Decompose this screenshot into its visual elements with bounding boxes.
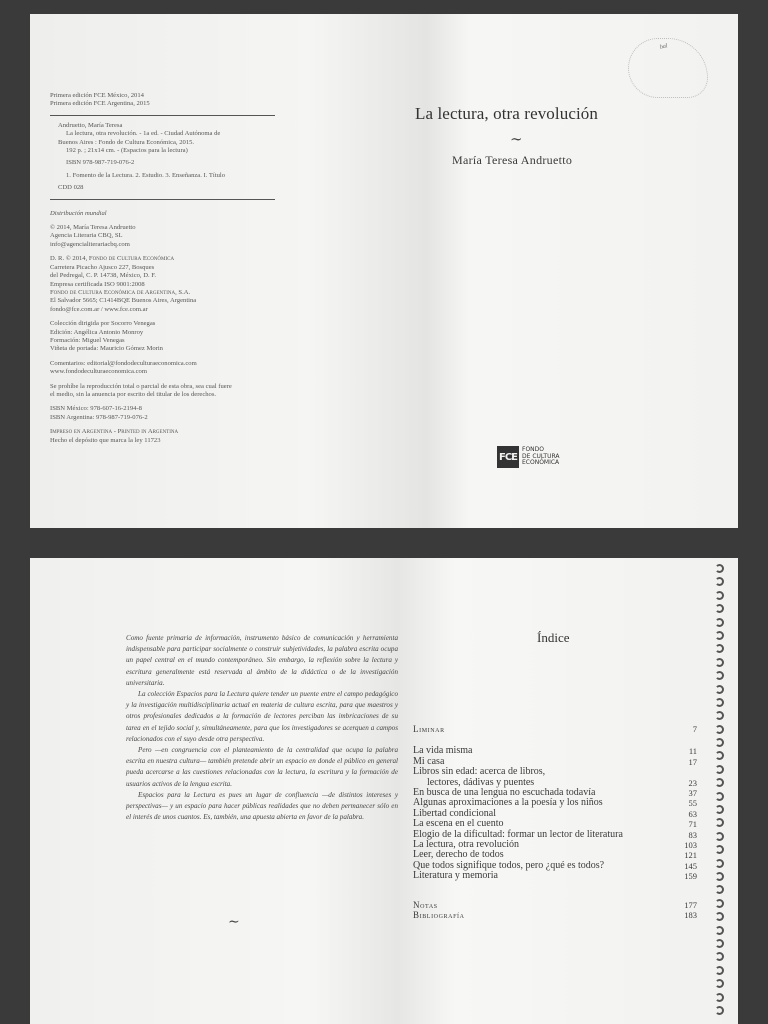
toc-page: 37 — [688, 788, 697, 799]
spiral-ring-icon — [715, 912, 724, 921]
spiral-ring-icon — [715, 631, 724, 640]
publisher-line: Carretera Picacho Ajusco 227, Bosques — [50, 263, 155, 271]
toc-row — [413, 871, 697, 881]
collection-paragraph: Pero —en congruencia con el planteamiento de la centralidad que ocupa la palabra escrita en nuestra cultura— también pretende abrir un espacio en donde el público en general pueda acercarse a las cuestiones relacionadas con la lectura, la escritura y la formación de usuarios activos de la lengua escrita. — [126, 746, 398, 788]
spiral-ring-icon — [715, 711, 724, 720]
spiral-ring-icon — [715, 1006, 724, 1015]
toc-page: 145 — [684, 860, 697, 871]
swash-ornament: ∼ — [510, 132, 523, 148]
spiral-ring-icon — [715, 778, 724, 787]
toc-row — [413, 910, 697, 920]
toc-page: 11 — [688, 746, 697, 757]
toc-page: 23 — [688, 777, 697, 788]
spiral-ring-icon — [715, 952, 724, 961]
spiral-ring-icon — [715, 872, 724, 881]
toc-label: Literatura y memoria — [413, 870, 498, 882]
toc-page: 7 — [692, 724, 697, 734]
stamp-text: bal — [659, 43, 669, 51]
logo-line: DE CULTURA — [522, 452, 560, 460]
credit-line: Viñeta de portada: Mauricio Gómez Morin — [50, 345, 163, 353]
spiral-ring-icon — [715, 885, 724, 894]
credit-line: Colección dirigida por Socorro Venegas — [50, 320, 156, 328]
spiral-ring-icon — [715, 765, 724, 774]
toc-label: Bibliografía — [413, 910, 465, 921]
index-title: Índice — [537, 630, 570, 645]
copyright-colophon — [50, 92, 275, 451]
toc-label: Algunas aproximaciones a la poesía y los niños — [413, 797, 603, 809]
toc-page: 71 — [688, 819, 697, 830]
publisher-line: Empresa certificada ISO 9001:2008 — [50, 280, 145, 288]
spiral-ring-icon — [715, 966, 724, 975]
bottom-spread — [30, 558, 738, 1024]
toc-label: En busca de una lengua no escuchada todavía — [413, 787, 596, 799]
toc-label: Elogio de la dificultad: formar un lector de literatura — [413, 828, 623, 840]
divider — [50, 115, 275, 116]
toc-page: 159 — [684, 871, 697, 882]
spiral-ring-icon — [715, 618, 724, 627]
toc-page: 121 — [684, 850, 697, 861]
spiral-ring-icon — [715, 658, 724, 667]
toc-label: Notas — [413, 899, 438, 910]
contact-line: www.fondodeculturaeconomica.com — [50, 368, 147, 376]
collection-description — [126, 633, 398, 823]
toc-label: Liminar — [413, 724, 445, 734]
contact-line: Comentarios: editorial@fondodeculturaeconomica.com — [50, 359, 197, 367]
spiral-ring-icon — [715, 591, 724, 600]
collection-paragraph: Como fuente primaria de información, instrumento básico de comunicación y herramienta indispensable para participar socialmente o construir subjetividades, la palabra escrita ocupa un papel central en el mundo contemporáneo. Sin embargo, la reflexión sobre la lectura y escritura generalmente está reservada al ámbito de la didáctica o de la investigación universitaria. — [126, 634, 398, 687]
credit-line: Formación: Miguel Venegas — [50, 336, 125, 344]
credit-line: Edición: Angélica Antonio Monroy — [50, 328, 144, 336]
publisher-line: Fondo de Cultura Económica de Argentina, S.A. — [50, 288, 191, 296]
spiral-ring-icon — [715, 832, 724, 841]
logo-line: ECONÓMICA — [522, 459, 560, 467]
rights-line: Agencia Literaria CBQ, SL — [50, 232, 123, 240]
swash-ornament: ∼ — [228, 915, 240, 930]
toc-label: lectores, dádivas y puentes — [427, 776, 535, 788]
spiral-ring-icon — [715, 805, 724, 814]
catalog-line: 192 p. ; 21x14 cm. - (Espacios para la lectura) — [66, 147, 188, 155]
spiral-ring-icon — [715, 818, 724, 827]
spiral-ring-icon — [715, 577, 724, 586]
toc-label: La lectura, otra revolución — [413, 839, 520, 851]
rights-line: info@agencialiterariacbq.com — [50, 240, 130, 248]
toc-page: 17 — [688, 756, 697, 767]
publisher-line: D. R. © 2014, Fondo de Cultura Económica — [50, 255, 175, 263]
spiral-ring-icon — [715, 792, 724, 801]
collection-paragraph: Espacios para la Lectura es pues un lugar de confluencia —de distintos intereses y perspectivas— y un espacio para hacer públicas realidades que no deben permanecer sólo en el interés de unos cuantos. Es, también, una apuesta abierta en favor de la palabra. — [126, 790, 398, 822]
toc-label: Libertad condicional — [413, 807, 497, 819]
prohibition-line: el medio, sin la anuencia por escrito del titular de los derechos. — [50, 390, 217, 398]
spiral-ring-icon — [715, 698, 724, 707]
catalog-line: CDD 028 — [58, 184, 84, 192]
edition-line: Primera edición FCE Argentina, 2015 — [50, 100, 150, 108]
spiral-ring-icon — [715, 644, 724, 653]
publisher-logo-text — [522, 447, 560, 467]
spiral-ring-icon — [715, 979, 724, 988]
toc-label: Que todos signifique todos, pero ¿qué es todos? — [413, 859, 605, 871]
spiral-ring-icon — [715, 604, 724, 613]
isbn-line: ISBN México: 978-607-16-2194-8 — [50, 405, 142, 413]
prohibition-line: Se prohíbe la reproducción total o parcial de esta obra, sea cual fuere — [50, 382, 232, 390]
catalog-line: Buenos Aires : Fondo de Cultura Económica, 2015. — [58, 138, 195, 146]
catalog-line: 1. Fomento de la Lectura. 2. Estudio. 3. Enseñanza. I. Título — [66, 171, 226, 179]
spiral-ring-icon — [715, 926, 724, 935]
toc-row — [413, 900, 697, 910]
spiral-ring-icon — [715, 564, 724, 573]
top-spread — [30, 14, 738, 528]
catalog-line: ISBN 978-987-719-076-2 — [66, 159, 135, 167]
collection-paragraph: La colección Espacios para la Lectura quiere tender un puente entre el campo pedagógico y la investigación multidisciplinaria actual en materia de cultura escrita, para que maestros y otros profesionales dedicados a la formación de lectores perciban las imbricaciones de su tarea en el tejido social y, simultáneamente, para que los investigadores se acerquen a campos relacionados con el suyo desde otra perspectiva. — [126, 690, 398, 743]
spiral-ring-icon — [715, 725, 724, 734]
spiral-ring-icon — [715, 751, 724, 760]
divider — [50, 199, 275, 200]
toc-label: La escena en el cuento — [413, 818, 504, 830]
catalog-line: Andruetto, María Teresa — [58, 121, 123, 129]
toc-page: 63 — [688, 808, 697, 819]
spiral-binding-icon — [715, 564, 729, 1019]
toc-row — [413, 746, 697, 756]
edition-line: Primera edición FCE México, 2014 — [50, 92, 144, 99]
spiral-ring-icon — [715, 899, 724, 908]
toc-page: 103 — [684, 840, 697, 851]
distribution-label: Distribución mundial — [50, 209, 107, 217]
rights-line: © 2014, María Teresa Andruetto — [50, 224, 136, 232]
toc-label: Libros sin edad: acerca de libros, — [413, 766, 546, 778]
table-of-contents — [413, 724, 697, 921]
fce-logo-icon: FCE — [497, 446, 519, 468]
publisher-logo — [497, 446, 560, 468]
spiral-ring-icon — [715, 939, 724, 948]
printed-line: Hecho el depósito que marca la ley 11723 — [50, 436, 161, 444]
logo-line: FONDO — [522, 446, 545, 454]
toc-page: 183 — [684, 910, 697, 921]
toc-page: 177 — [684, 899, 697, 910]
spiral-ring-icon — [715, 685, 724, 694]
book-author: María Teresa Andruetto — [452, 153, 573, 167]
toc-label: La vida misma — [413, 745, 473, 757]
spiral-ring-icon — [715, 738, 724, 747]
printed-line: Impreso en Argentina - Printed in Argentina — [50, 428, 179, 436]
isbn-line: ISBN Argentina: 978-987-719-076-2 — [50, 413, 148, 421]
publisher-line: del Pedregal, C. P. 14738, México, D. F. — [50, 272, 157, 280]
catalog-line: La lectura, otra revolución. - 1a ed. - Ciudad Autónoma de — [66, 130, 221, 138]
spiral-ring-icon — [715, 671, 724, 680]
spiral-ring-icon — [715, 993, 724, 1002]
publisher-line: fondo@fce.com.ar / www.fce.com.ar — [50, 305, 148, 313]
spiral-ring-icon — [715, 859, 724, 868]
publisher-line: El Salvador 5665; C1414BQE Buenos Aires, Argentina — [50, 297, 197, 305]
book-title: La lectura, otra revolución — [415, 104, 599, 123]
toc-row — [413, 724, 697, 734]
toc-label: Mi casa — [413, 755, 445, 767]
toc-page: 55 — [688, 798, 697, 809]
toc-label: Leer, derecho de todos — [413, 849, 504, 861]
spiral-ring-icon — [715, 845, 724, 854]
toc-page: 83 — [688, 829, 697, 840]
